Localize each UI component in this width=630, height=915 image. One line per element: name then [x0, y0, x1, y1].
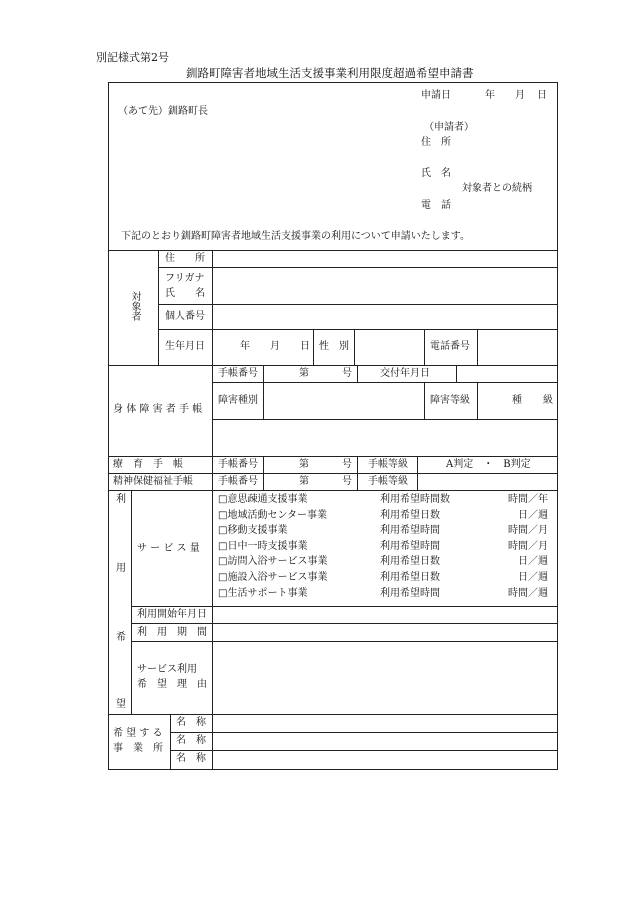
form-number: 別記様式第2号 [96, 51, 169, 64]
sex-label: 性 別 [319, 341, 349, 352]
applicant-name-label: 氏 名 [421, 168, 451, 179]
usage-char-2: 用 [116, 563, 126, 574]
facility-label-line1: 希 望 す る [113, 728, 163, 739]
divider [170, 750, 558, 751]
service-row [218, 539, 548, 555]
service-unit: 時間／週 [508, 587, 548, 599]
divider [158, 304, 558, 305]
divider [131, 623, 558, 624]
birth-day: 日 [300, 341, 310, 352]
service-name[interactable]: □移動支援事業 [218, 525, 288, 537]
divider [158, 267, 558, 268]
divider [131, 606, 558, 607]
issue-date-label: 交付年月日 [380, 368, 430, 379]
subject-address-label: 住 所 [165, 253, 205, 264]
service-name[interactable]: □意思疎通支援事業 [218, 494, 308, 505]
disability-grade-label: 障害等級 [430, 395, 470, 406]
personal-number-label: 個人番号 [165, 311, 205, 322]
birth-month: 月 [270, 341, 280, 352]
divider [357, 365, 358, 382]
furigana-label: フリガナ [165, 273, 205, 284]
divider [424, 329, 425, 365]
service-row [218, 523, 548, 539]
divider [131, 641, 558, 642]
disability-type-label: 障害種別 [218, 395, 258, 406]
divider [424, 382, 425, 419]
reason-label-line1: サービス利用 [137, 664, 197, 675]
divider [263, 365, 264, 419]
divider [108, 490, 558, 491]
ryoiku-grade-label: 手帳等級 [368, 459, 408, 470]
usage-char-1: 利 [116, 494, 126, 505]
ryoiku-notebook-number-label: 手帳番号 [218, 459, 258, 470]
mental-go: 号 [342, 476, 352, 487]
divider [477, 329, 478, 365]
service-row [218, 492, 548, 508]
divider [131, 490, 132, 714]
date-month: 月 [515, 90, 525, 101]
service-measure: 利用希望日数 [380, 556, 440, 568]
service-row [218, 586, 548, 602]
service-measure: 利用希望日数 [380, 509, 440, 521]
date-day: 日 [537, 90, 547, 101]
addressee: （あて先）釧路町長 [118, 106, 208, 117]
ryoiku-go: 号 [342, 459, 352, 470]
divider [108, 714, 558, 715]
applicant-label: （申請者） [424, 122, 474, 133]
subject-name-label: 氏 名 [165, 288, 205, 299]
service-unit: 時間／月 [508, 525, 548, 537]
facility-label-line2: 事 業 所 [113, 743, 163, 754]
divider [170, 732, 558, 733]
divider [158, 329, 558, 330]
service-row [218, 508, 548, 524]
reason-label-line2: 希 望 理 由 [137, 679, 207, 690]
service-measure: 利用希望時間 [380, 525, 440, 537]
divider [212, 419, 558, 420]
service-row [218, 570, 548, 586]
divider [313, 329, 314, 365]
date-label: 申請日 [421, 90, 451, 101]
service-unit: 時間／年 [508, 494, 548, 505]
usage-char-3: 希 [116, 632, 126, 643]
birth-date-label: 生年月日 [165, 341, 205, 352]
physical-notebook-label: 身体障害者手帳 [113, 404, 206, 415]
ryoiku-dai: 第 [299, 459, 309, 470]
divider [108, 250, 558, 251]
service-measure: 利用希望日数 [380, 572, 440, 583]
service-amount-label: サ ー ビ ス 量 [137, 543, 200, 554]
service-unit: 日／週 [518, 556, 548, 568]
service-name[interactable]: □施設入浴サービス事業 [218, 572, 328, 583]
usage-period-label: 利 用 期 間 [137, 627, 207, 638]
service-measure: 利用希望時間 [380, 540, 440, 552]
applicant-address-label: 住 所 [421, 137, 451, 148]
divider [108, 473, 558, 474]
mental-notebook-label: 精神保健福祉手帳 [113, 476, 193, 487]
divider [108, 456, 558, 457]
start-date-label: 利用開始年月日 [137, 609, 207, 620]
facility-name-label-1: 名 称 [176, 717, 206, 728]
service-measure: 利用希望時間 [380, 587, 440, 599]
service-name[interactable]: □訪問入浴サービス事業 [218, 556, 328, 568]
service-measure: 利用希望時間数 [380, 494, 450, 505]
date-year: 年 [485, 90, 495, 101]
divider [477, 382, 478, 419]
divider [212, 490, 213, 714]
applicant-phone-label: 電 話 [421, 200, 451, 211]
form-title: 釧路町障害者地域生活支援事業利用限度超過希望申請書 [186, 66, 474, 80]
usage-char-4: 望 [116, 699, 126, 710]
birth-year: 年 [240, 341, 250, 352]
mental-dai: 第 [299, 476, 309, 487]
mental-grade-label: 手帳等級 [368, 476, 408, 487]
divider [456, 365, 457, 382]
service-list [218, 492, 548, 604]
divider [354, 329, 355, 365]
application-statement: 下記のとおり釧路町障害者地域生活支援事業の利用について申請いたします。 [121, 231, 470, 242]
mental-notebook-number-label: 手帳番号 [218, 476, 258, 487]
service-name[interactable]: □地域活動センター事業 [218, 509, 328, 521]
ryoiku-judgement: A判定 ・ B判定 [446, 459, 531, 470]
service-row [218, 554, 548, 570]
service-unit: 時間／月 [508, 540, 548, 552]
divider [170, 714, 171, 770]
divider [108, 365, 558, 366]
grade-shu: 種 [512, 395, 522, 406]
physical-notebook-number-label: 手帳番号 [218, 368, 258, 379]
service-unit: 日／週 [518, 572, 548, 583]
service-unit: 日／週 [518, 509, 548, 521]
phone-number-label: 電話番号 [430, 341, 470, 352]
facility-name-label-3: 名 称 [176, 753, 206, 764]
subject-group-label: 対象者 [129, 291, 140, 321]
service-name[interactable]: □生活サポート事業 [218, 587, 308, 599]
grade-kyu: 級 [543, 395, 553, 406]
physical-go: 号 [342, 368, 352, 379]
relation-label: 対象者との続柄 [462, 183, 532, 194]
facility-name-label-2: 名 称 [176, 735, 206, 746]
service-name[interactable]: □日中一時支援事業 [218, 540, 308, 552]
divider [212, 365, 213, 456]
divider [212, 714, 213, 770]
physical-dai: 第 [299, 368, 309, 379]
ryoiku-notebook-label: 療 育 手 帳 [113, 459, 183, 470]
